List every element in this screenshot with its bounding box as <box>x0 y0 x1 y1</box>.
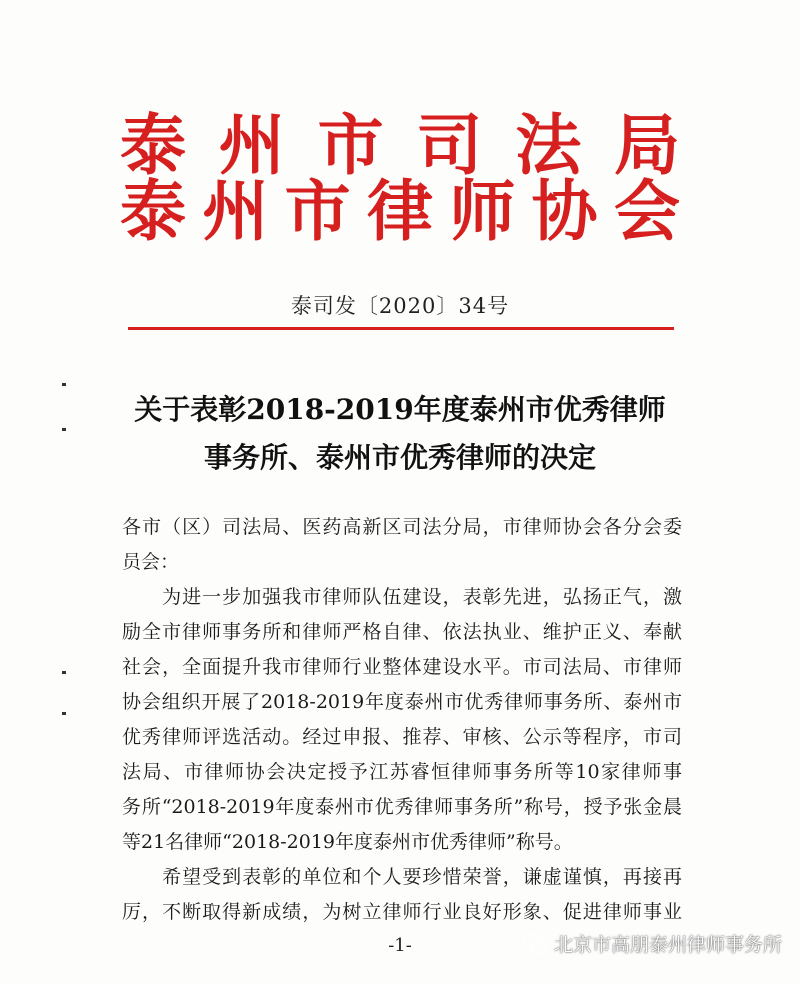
document-title-line1: 关于表彰2018-2019年度泰州市优秀律师 <box>134 393 666 426</box>
wechat-watermark <box>522 930 782 957</box>
paragraph-line: 希望受到表彰的单位和个人要珍惜荣誉，谦虚谨慎，再接再 <box>122 866 682 888</box>
paragraph-line: 励全市律师事务所和律师严格自律、依法执业、维护正义、奉献 <box>122 621 682 643</box>
addressee-line: 各市（区）司法局、医药高新区司法分局，市律师协会各分会委 <box>122 516 682 538</box>
scan-speck <box>62 671 66 674</box>
issuer-title-lawyers-association: 泰州市律师协会 <box>120 172 680 250</box>
page-number: -1- <box>388 935 412 956</box>
addressee-line: 员会： <box>122 551 180 573</box>
paragraph-line: 务所“2018-2019年度泰州市优秀律师事务所”称号，授予张金晨 <box>122 796 682 818</box>
scan-speck <box>62 383 66 386</box>
paragraph-line: 社会，全面提升我市律师行业整体建设水平。市司法局、市律师 <box>122 656 682 678</box>
paragraph-line: 优秀律师评选活动。经过申报、推荐、审核、公示等程序，市司 <box>122 726 682 748</box>
document-body <box>122 510 682 930</box>
paragraph-line: 厉，不断取得新成绩，为树立律师行业良好形象、促进律师事业 <box>122 901 682 923</box>
red-divider-line <box>128 327 674 330</box>
wechat-icon <box>522 933 548 955</box>
paragraph-line: 协会组织开展了2018-2019年度泰州市优秀律师事务所、泰州市 <box>122 691 682 713</box>
paragraph-line: 等21名律师“2018-2019年度泰州市优秀律师”称号。 <box>122 831 573 853</box>
paragraph-line: 法局、市律师协会决定授予江苏睿恒律师事务所等10家律师事 <box>122 761 682 783</box>
scan-speck <box>62 712 66 715</box>
paragraph-line: 为进一步加强我市律师队伍建设，表彰先进，弘扬正气，激 <box>122 586 682 608</box>
document-title-line2: 事务所、泰州市优秀律师的决定 <box>203 441 596 474</box>
issuer-title-justice-bureau: 泰州市司法局 <box>120 106 680 184</box>
watermark-text: 北京市高朋泰州律师事务所 <box>553 934 782 956</box>
scan-speck <box>62 428 66 431</box>
document-number: 泰司发〔2020〕34号 <box>290 294 510 318</box>
